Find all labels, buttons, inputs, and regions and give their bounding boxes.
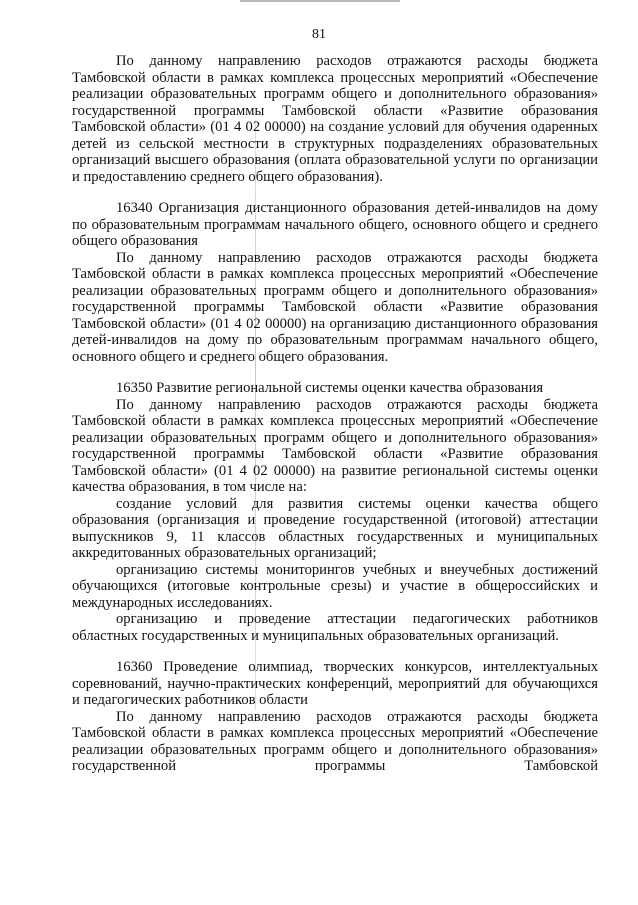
paragraph: организацию системы мониторингов учебных и внеучебных достижений обучающихся (итоговые контрольные срезы) и участие в общероссийских и международных исследованиях. <box>72 561 598 611</box>
paragraph: По данному направлению расходов отражаются расходы бюджета Тамбовской области в рамках комплекса процессных мероприятий «Обеспечение реализации образовательных программ общего и дополнительного образования» государственной программы Тамбовской области «Развитие образования Тамбовской области» (01 4 02 00000) на создание условий для обучения одаренных детей из сельской местности в структурных подразделениях образовательных организаций высшего образования (оплата образовательной услуги по организации и предоставлению среднего общего образования). <box>72 53 598 185</box>
paragraph-gap <box>72 185 598 200</box>
document-body <box>72 53 598 775</box>
paragraph: По данному направлению расходов отражаются расходы бюджета Тамбовской области в рамках комплекса процессных мероприятий «Обеспечение реализации образовательных программ общего и дополнительного образования» государственной программы Тамбовской <box>72 708 598 774</box>
paragraph: 16360 Проведение олимпиад, творческих конкурсов, интеллектуальных соревнований, научно-практических конференций, мероприятий для обучающихся и педагогических работников области <box>72 659 598 708</box>
paragraph: создание условий для развития системы оценки качества общего образования (организация и проведение государственной (итоговой) аттестации выпускников 9, 11 классов областных государственных и муниципальных аккредитованных образовательных организаций; <box>72 495 598 561</box>
paragraph: 16340 Организация дистанционного образования детей-инвалидов на дому по образовательным программам начального общего, основного общего и среднего общего образования <box>72 200 598 249</box>
paragraph-gap <box>72 644 598 659</box>
paragraph: По данному направлению расходов отражаются расходы бюджета Тамбовской области в рамках комплекса процессных мероприятий «Обеспечение реализации образовательных программ общего и дополнительного образования» государственной программы Тамбовской области «Развитие образования Тамбовской области» (01 4 02 00000) на организацию дистанционного образования детей-инвалидов на дому по образовательным программам начального общего, основного общего и среднего общего образования. <box>72 249 598 365</box>
paragraph: 16350 Развитие региональной системы оценки качества образования <box>116 380 544 396</box>
paragraph: По данному направлению расходов отражаются расходы бюджета Тамбовской области в рамках комплекса процессных мероприятий «Обеспечение реализации образовательных программ общего и дополнительного образования» государственной программы Тамбовской области «Развитие образования Тамбовской области» (01 4 02 00000) на развитие региональной системы оценки качества образования, в том числе на: <box>72 396 598 495</box>
scan-edge-mark <box>240 0 400 2</box>
paragraph-gap <box>72 365 598 380</box>
page-number: 81 <box>312 27 326 42</box>
paragraph: организацию и проведение аттестации педагогических работников областных государственных и муниципальных образовательных организаций. <box>72 611 598 644</box>
